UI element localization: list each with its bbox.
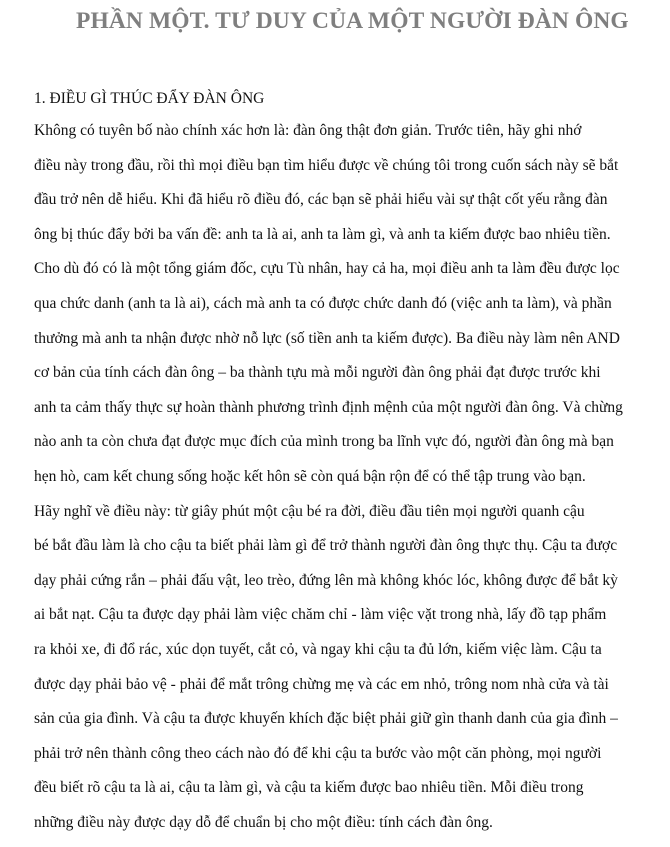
text-line: ra khỏi xe, đi đổ rác, xúc dọn tuyết, cắt cỏ, và ngay khi cậu ta đủ lớn, kiếm việc làm. Cậu ta	[34, 640, 602, 658]
text-line: anh ta cảm thấy thực sự hoàn thành phương trình định mệnh của một người đàn ông. Và chừng	[34, 398, 623, 416]
text-line: đều biết rõ cậu ta là ai, cậu ta làm gì, và cậu ta kiếm được bao nhiêu tiền. Mỗi điều trong	[34, 779, 584, 797]
text-line: cơ bản của tính cách đàn ông – ba thành tựu mà mỗi người đàn ông phải đạt được trước khi	[34, 364, 601, 382]
text-line: sản của gia đình. Và cậu ta được khuyến khích đặc biệt phải giữ gìn thanh danh của gia đình –	[34, 710, 618, 728]
text-line: thưởng mà anh ta nhận được nhờ nỗ lực (số tiền anh ta kiếm được). Ba điều này làm nên AND	[34, 329, 620, 347]
text-line: Hãy nghĩ về điều này: từ giây phút một cậu bé ra đời, điều đầu tiên mọi người quanh cậu	[34, 502, 585, 520]
body-paragraph	[34, 120, 670, 846]
text-line: dạy phải cứng rắn – phải đấu vật, leo trèo, đứng lên mà không khóc lóc, không được để bắt kỳ	[34, 571, 618, 589]
text-line: điều này trong đầu, rồi thì mọi điều bạn tìm hiểu được về chúng tôi trong cuốn sách này sẽ bắt	[34, 156, 619, 174]
section-heading: 1. ĐIỀU GÌ THÚC ĐẨY ĐÀN ÔNG	[34, 90, 265, 107]
text-line: Cho dù đó có là một tổng giám đốc, cựu Tù nhân, hay cả ha, mọi điều anh ta làm đều được lọc	[34, 260, 620, 278]
chapter-title: PHẦN MỘT. TƯ DUY CỦA MỘT NGƯỜI ĐÀN ÔNG	[76, 8, 629, 34]
text-line: phải trở nên thành công theo cách nào đó để khi cậu ta bước vào một căn phòng, mọi người	[34, 744, 602, 762]
text-line: đầu trở nên dễ hiểu. Khi đã hiểu rõ điều đó, các bạn sẽ phải hiểu vài sự thật cốt yếu rằng đàn	[34, 191, 608, 209]
text-line: những điều này được dạy dỗ để chuẩn bị cho một điều: tính cách đàn ông.	[34, 813, 493, 831]
text-line: được dạy phải bảo vệ - phải để mắt trông chừng mẹ và các em nhỏ, trông nom nhà cửa và tài	[34, 675, 609, 693]
text-line: hẹn hò, cam kết chung sống hoặc kết hôn sẽ còn quá bận rộn để có thể tập trung vào bạn.	[34, 467, 586, 485]
text-line: nào anh ta còn chưa đạt được mục đích của mình trong ba lĩnh vực đó, người đàn ông mà bạn	[34, 433, 614, 451]
text-line: ai bắt nạt. Cậu ta được dạy phải làm việc chăm chỉ - làm việc vặt trong nhà, lấy đồ tạp phẩm	[34, 606, 607, 624]
text-line: qua chức danh (anh ta là ai), cách mà anh ta có được chức danh đó (việc anh ta làm), và phần	[34, 294, 612, 312]
text-line: Không có tuyên bố nào chính xác hơn là: đàn ông thật đơn giản. Trước tiên, hãy ghi nhớ	[34, 122, 582, 139]
text-line: ông bị thúc đẩy bởi ba vấn đề: anh ta là ai, anh ta làm gì, và anh ta kiếm được bao nhiêu tiền.	[34, 225, 611, 243]
text-line: bé bắt đầu làm là cho cậu ta biết phải làm gì để trở thành người đàn ông thực thụ. Cậu ta được	[34, 537, 618, 555]
